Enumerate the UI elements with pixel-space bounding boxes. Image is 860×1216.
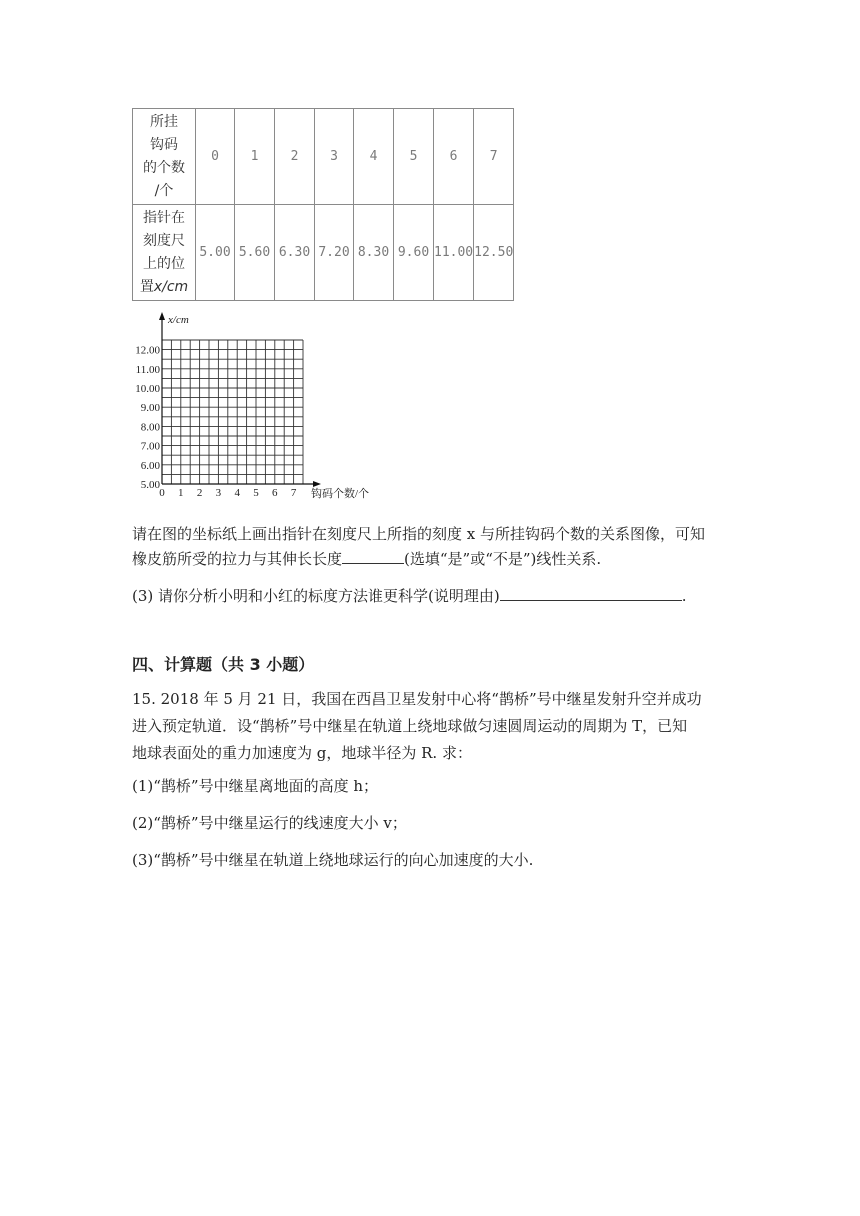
header-line: /个: [154, 182, 174, 199]
position-cell: 11.00: [434, 205, 474, 301]
answer-blank[interactable]: [500, 586, 682, 601]
x-tick-label: 7: [290, 487, 297, 499]
x-tick-label: 4: [234, 487, 240, 499]
question3-text: (3) 请你分析小明和小红的标度方法谁更科学(说明理由): [132, 587, 500, 605]
x-tick-labels: [159, 487, 297, 499]
problem15-q2: (2)“鹊桥”号中继星运行的线速度大小 v；: [132, 814, 407, 832]
problem15-line1: 15. 2018 年 5 月 21 日，我国在西昌卫星发射中心将“鹊桥”号中继星发射升空并成功: [132, 690, 702, 708]
x-tick-label: 6: [272, 487, 278, 499]
x-tick-label: 3: [215, 487, 222, 499]
position-cell: 12.50: [474, 205, 514, 301]
problem15-line2: 进入预定轨道．设“鹊桥”号中继星在轨道上绕地球做匀速圆周运动的周期为 T，已知: [132, 717, 688, 735]
count-cell: 6: [434, 109, 474, 205]
x-axis-label: 钩码个数/个: [311, 488, 370, 500]
y-tick-label: 12.00: [135, 344, 160, 357]
x-tick-label: 2: [196, 487, 203, 499]
header-line: 指针在: [143, 209, 185, 226]
question2-line2-pre: 橡皮筋所受的拉力与其伸长长度: [132, 550, 343, 568]
position-cell: 9.60: [394, 205, 434, 301]
x-tick-label: 5: [253, 487, 259, 499]
x-tick-label: 1: [178, 487, 184, 499]
question2-line1: 请在图的坐标纸上画出指针在刻度尺上所指的刻度 x 与所挂钩码个数的关系图像，可知: [132, 525, 705, 543]
y-tick-label: 6.00: [140, 459, 160, 472]
count-cell: 5: [394, 109, 434, 205]
header-line: 所挂: [150, 113, 178, 130]
question2-line2: [132, 547, 601, 571]
x-axis-arrow: [313, 481, 321, 487]
header-line: 的个数: [143, 159, 185, 176]
question3: [132, 584, 687, 608]
header-line: 钩码: [150, 136, 178, 153]
position-cell: 6.30: [275, 205, 315, 301]
y-axis-label: x/cm: [168, 314, 189, 326]
question3-end: .: [681, 587, 687, 605]
y-tick-label: 10.00: [135, 383, 160, 395]
count-cell: 2: [275, 109, 315, 205]
answer-blank[interactable]: [342, 549, 404, 564]
row-header-counts: [133, 109, 196, 205]
count-cell: 0: [196, 109, 235, 205]
question2-line2-post: (选填“是”或“不是”)线性关系.: [404, 550, 602, 568]
problem15-line3: 地球表面处的重力加速度为 g，地球半径为 R. 求：: [132, 744, 472, 762]
position-cell: 5.60: [235, 205, 275, 301]
axes: [159, 312, 321, 487]
y-axis-arrow: [159, 312, 165, 320]
grid-lines: [162, 340, 303, 484]
position-cell: 5.00: [196, 205, 235, 301]
count-cell: 4: [354, 109, 394, 205]
y-tick-label: 5.00: [140, 479, 160, 491]
count-cell: 3: [315, 109, 354, 205]
problem15-q3: (3)“鹊桥”号中继星在轨道上绕地球运行的向心加速度的大小.: [132, 851, 534, 869]
position-cell: 7.20: [315, 205, 354, 301]
y-tick-labels: [135, 345, 160, 491]
data-table: [132, 108, 514, 301]
graph-paper: [118, 306, 388, 502]
table-row-positions: [133, 205, 514, 301]
problem15-q1: (1)“鹊桥”号中继星离地面的高度 h；: [132, 777, 379, 795]
y-tick-label: 9.00: [140, 402, 160, 415]
section-title: 四、计算题（共 3 小题）: [132, 655, 315, 674]
table-row-counts: [133, 109, 514, 205]
header-line: 刻度尺: [143, 232, 185, 249]
count-cell: 1: [235, 109, 275, 205]
header-line: 置x/cm: [139, 278, 189, 295]
position-cell: 8.30: [354, 205, 394, 301]
x-tick-label: 0: [159, 487, 165, 499]
y-tick-label: 8.00: [140, 421, 160, 434]
count-cell: 7: [474, 109, 514, 205]
row-header-positions: [133, 205, 196, 301]
header-line: 上的位: [143, 255, 185, 272]
y-tick-label: 11.00: [135, 363, 160, 376]
y-tick-label: 7.00: [140, 440, 160, 453]
